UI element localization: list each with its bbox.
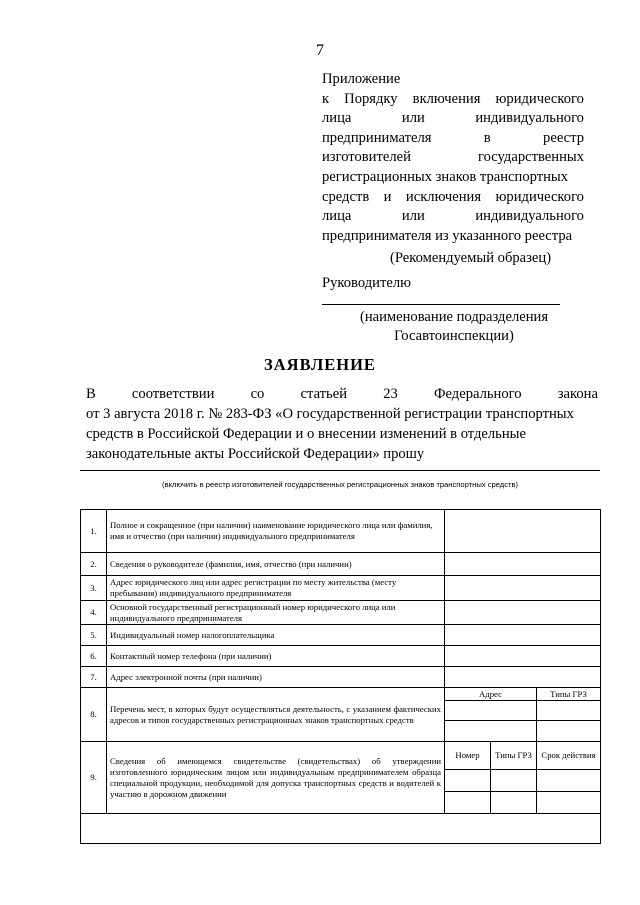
value-cell[interactable] (445, 510, 601, 553)
sample-note: (Рекомендуемый образец) (390, 250, 552, 266)
row-number: 8. (81, 688, 107, 742)
blank-row-cell[interactable] (81, 814, 601, 844)
value-cell[interactable] (445, 625, 601, 646)
appendix-word: в (483, 129, 491, 146)
appendix-header: Приложение (322, 71, 401, 87)
appendix-word: лица (322, 110, 352, 127)
appendix-word: государственных (477, 149, 584, 166)
row-number: 2. (81, 553, 107, 576)
appendix-word: индивидуального (475, 110, 584, 127)
row-label: Перечень мест, в которых будут осуществляться деятельность, с указанием фактических адресов и типов государственных регистрационных знаков транспортных средств (107, 688, 445, 742)
application-form-table (80, 509, 601, 844)
row-label: Адрес электронной почты (при наличии) (107, 667, 445, 688)
appendix-word: регистрационных знаков транспортных (322, 168, 569, 185)
appendix-line (322, 207, 584, 227)
appendix-line (322, 148, 584, 168)
row-number: 7. (81, 667, 107, 688)
row-label: Сведения о руководителе (фамилия, имя, отчество (при наличии) (107, 553, 445, 576)
appendix-word: юридического (495, 188, 584, 205)
table-row (81, 667, 601, 688)
row-label: Адрес юридического лиц или адрес регистрации по месту жительства (месту пребывания) индивидуального предпринимателя (107, 576, 445, 601)
page-number: 7 (316, 42, 324, 59)
body-word: со (250, 386, 265, 402)
appendix-word: включения (412, 90, 481, 107)
appendix-word: индивидуального (475, 208, 584, 225)
appendix-word: Порядку (344, 90, 398, 107)
department-caption-line2: Госавтоинспекции) (394, 328, 514, 344)
row-number: 5. (81, 625, 107, 646)
subheader-plate-types: Типы ГРЗ (491, 742, 537, 770)
certificate-number-cell[interactable] (445, 770, 491, 792)
appendix-word: средств (322, 188, 370, 205)
appendix-line (322, 90, 584, 110)
application-text-line1 (86, 384, 598, 404)
row-label: Основной государственный регистрационный номер юридического лица или индивидуального предпринимателя (107, 601, 445, 625)
certificate-number-cell[interactable] (445, 792, 491, 814)
value-cell[interactable] (445, 667, 601, 688)
department-caption (322, 308, 586, 346)
plate-types-cell[interactable] (537, 701, 601, 721)
appendix-word: изготовителей (322, 149, 411, 166)
row-number: 6. (81, 646, 107, 667)
table-row (81, 814, 601, 844)
subheader-number: Номер (445, 742, 491, 770)
table-row (81, 553, 601, 576)
fill-in-hint: (включить в реестр изготовителей государственных регистрационных знаков транспортных средств) (161, 480, 519, 489)
table-row (81, 646, 601, 667)
application-text-line2 (86, 404, 598, 424)
appendix-word: или (401, 110, 425, 127)
value-cell[interactable] (445, 646, 601, 667)
address-cell[interactable] (445, 721, 537, 742)
table-row (81, 576, 601, 601)
addressee-to: Руководителю (322, 275, 412, 291)
appendix-word: реестр (543, 129, 584, 146)
appendix-lines (322, 90, 584, 247)
department-caption-line1: (наименование подразделения (359, 309, 549, 325)
body-word: 23 (383, 386, 398, 402)
line3-text: средств в Российской Федерации и о внесении изменений в отдельные (86, 426, 526, 442)
table-row (81, 601, 601, 625)
row-label: Полное и сокращенное (при наличии) наименование юридического лица или фамилия, имя и отчество (при наличии) индивидуального предпринимателя (107, 510, 445, 553)
appendix-line (322, 168, 584, 188)
value-cell[interactable] (445, 553, 601, 576)
line2-text: от 3 августа 2018 г. № 283-ФЗ «О государственной регистрации транспортных (86, 406, 574, 422)
appendix-word: лица (322, 208, 352, 225)
subheader-address: Адрес (445, 688, 537, 701)
plate-types-cell[interactable] (491, 770, 537, 792)
body-word: соответствии (131, 386, 215, 402)
appendix-word: или (401, 208, 425, 225)
subheader-plate-types: Типы ГРЗ (537, 688, 601, 701)
body-word: закона (557, 386, 598, 402)
addressee-fill-line (322, 304, 560, 305)
body-word: Федерального (433, 386, 522, 402)
value-cell[interactable] (445, 601, 601, 625)
appendix-line (322, 129, 584, 149)
row-label: Индивидуальный номер налогоплательщика (107, 625, 445, 646)
appendix-word: юридического (495, 90, 584, 107)
appendix-word: исключения (405, 188, 482, 205)
appendix-word: и (383, 188, 392, 205)
appendix-line (322, 109, 584, 129)
row-number: 9. (81, 742, 107, 814)
body-word: статьей (300, 386, 348, 402)
table-row (81, 688, 601, 701)
row-number: 4. (81, 601, 107, 625)
application-text-last: законодательные акты Российской Федерации» прошу (86, 446, 425, 462)
application-text-line3 (86, 424, 598, 444)
appendix-word: к (322, 90, 330, 107)
row-number: 1. (81, 510, 107, 553)
fill-in-line (80, 470, 600, 471)
address-cell[interactable] (445, 701, 537, 721)
value-cell[interactable] (445, 576, 601, 601)
subheader-validity: Срок действия (537, 742, 601, 770)
row-label: Сведения об имеющемся свидетельстве (свидетельствах) об утверждении изготовленного юридическим лицом или индивидуальным предпринимателем образца специальной продукции, необходимой для допуска транспортных средств и водителей к участию в дорожном движении (107, 742, 445, 814)
appendix-block (322, 70, 584, 246)
application-text (86, 384, 598, 464)
plate-types-cell[interactable] (537, 721, 601, 742)
table-row (81, 625, 601, 646)
validity-cell[interactable] (537, 770, 601, 792)
appendix-line (322, 188, 584, 208)
row-number: 3. (81, 576, 107, 601)
body-word: В (86, 386, 96, 402)
appendix-line (322, 227, 584, 247)
appendix-word: предпринимателя из указанного реестра (322, 227, 573, 244)
appendix-word: предпринимателя (322, 129, 432, 146)
document-title: ЗАЯВЛЕНИЕ (264, 355, 376, 374)
plate-types-cell[interactable] (491, 792, 537, 814)
validity-cell[interactable] (537, 792, 601, 814)
table-row (81, 510, 601, 553)
table-row (81, 742, 601, 770)
row-label: Контактный номер телефона (при наличии) (107, 646, 445, 667)
